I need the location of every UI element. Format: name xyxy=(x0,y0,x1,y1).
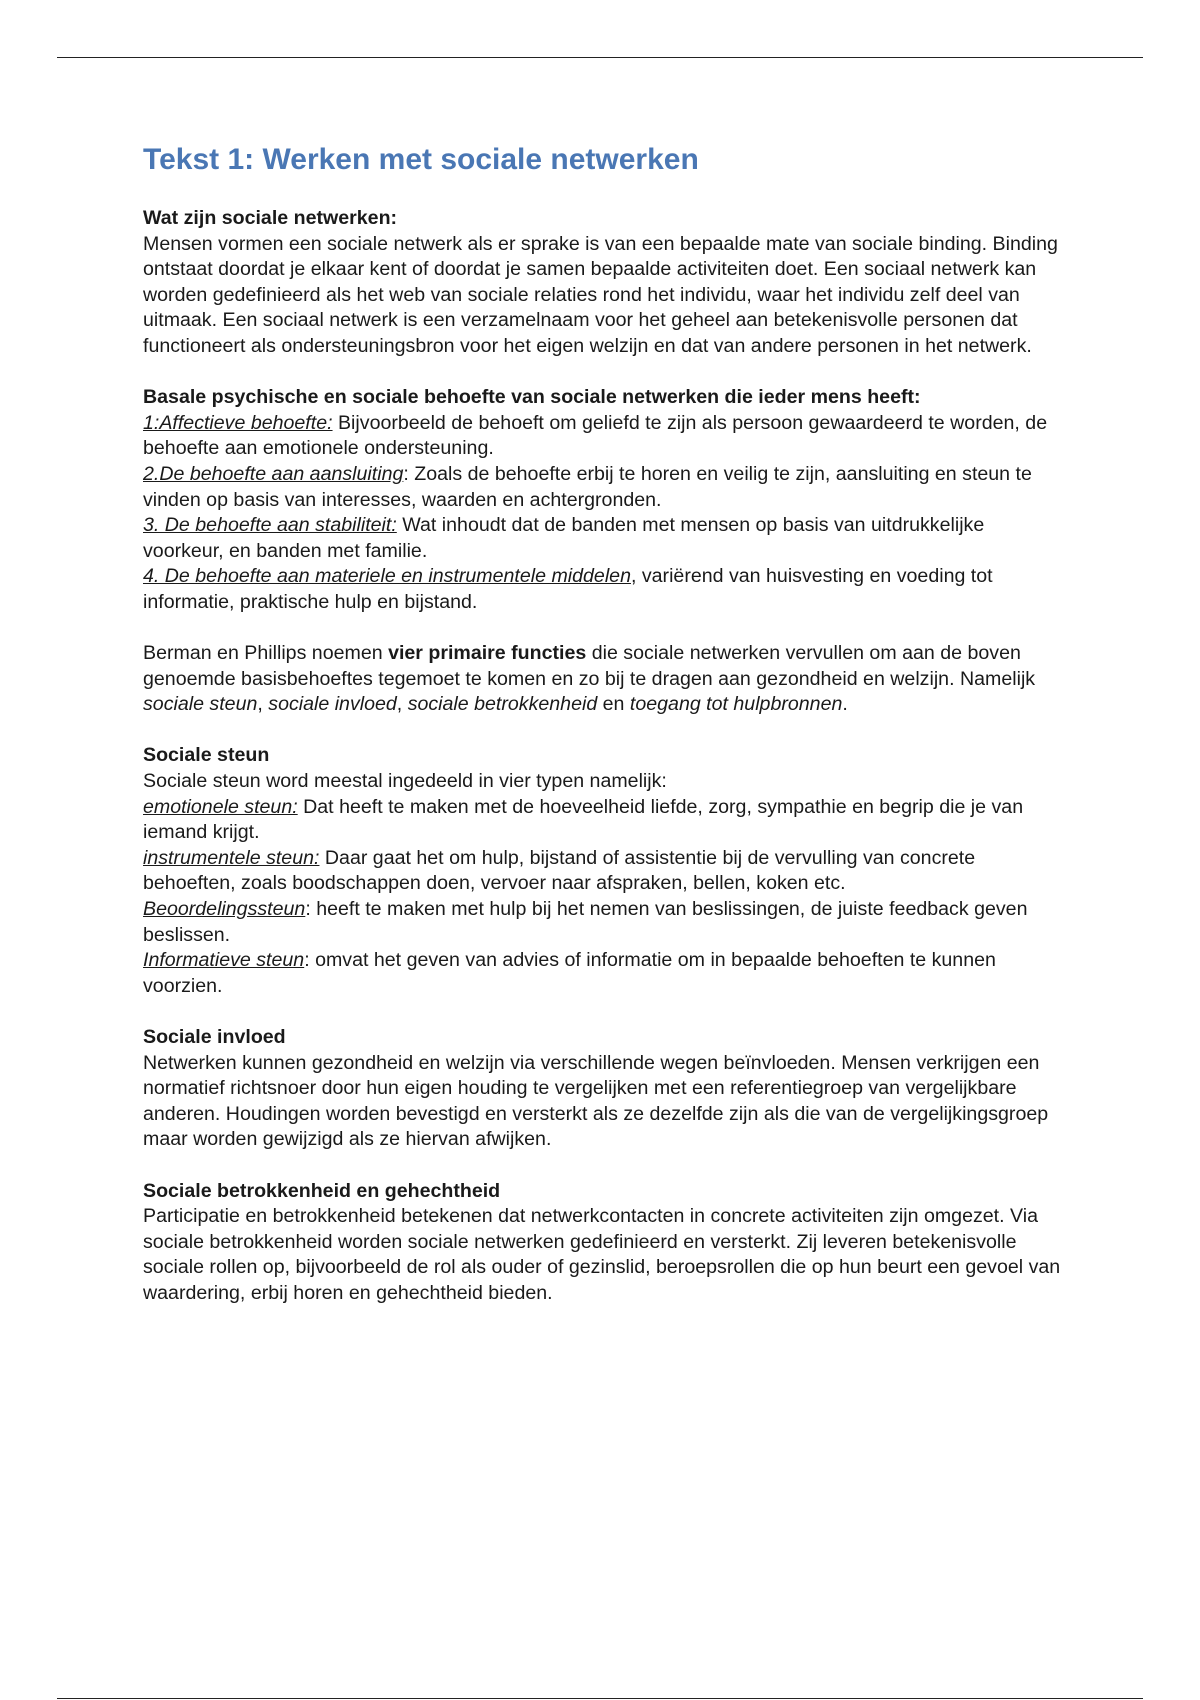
italic-run: toegang tot hulpbronnen xyxy=(629,693,843,716)
italic-run: sociale steun xyxy=(143,693,258,716)
page-title: Tekst 1: Werken met sociale netwerken xyxy=(143,143,699,176)
section-basic-needs xyxy=(143,385,1068,615)
text-run: die sociale netwerken vervullen om aan de boven genoemde basisbehoeftes tegemoet te komen en zo bij te dragen aan gezondheid en welzijn. Namelijk xyxy=(143,642,1036,690)
section-social-involvement xyxy=(143,1179,1068,1307)
text-run: , xyxy=(396,693,408,716)
item-label: emotionele steun: xyxy=(143,795,298,818)
text-run: Berman en Phillips noemen xyxy=(143,642,389,665)
item-text: , variërend van huisvesting en voeding tot informatie, praktische hulp en bijstand. xyxy=(143,565,993,613)
item-text: : omvat het geven van advies of informatie om in bepaalde behoeften te kunnen voorzien. xyxy=(143,949,996,997)
list-item xyxy=(143,462,1068,513)
list-item xyxy=(143,564,1068,615)
item-label: instrumentele steun: xyxy=(143,846,320,869)
paragraph xyxy=(143,641,1068,718)
item-label: Informatieve steun xyxy=(143,949,305,972)
list-item xyxy=(143,411,1068,462)
text-run: , xyxy=(257,693,269,716)
list-item xyxy=(143,897,1068,948)
italic-run: sociale invloed xyxy=(268,693,397,716)
document-body xyxy=(143,140,1068,1332)
section-heading: Sociale invloed xyxy=(143,1026,286,1048)
item-label: Beoordelingssteun xyxy=(143,898,306,921)
item-label: 4. De behoefte aan materiele en instrumentele middelen xyxy=(143,565,631,588)
text-run: en xyxy=(597,693,630,716)
item-text: Dat heeft te maken met de hoeveelheid liefde, zorg, sympathie en begrip die je van iemand krijgt. xyxy=(143,795,1024,844)
item-text: : Zoals de behoefte erbij te horen en veilig te zijn, aansluiting en steun te vinden op basis van interesses, waarden en achtergronden. xyxy=(143,462,1032,511)
section-social-support xyxy=(143,743,1068,999)
list-item xyxy=(143,948,1068,999)
item-text: : heeft te maken met hulp bij het nemen van beslissingen, de juiste feedback geven beslissen. xyxy=(143,898,1028,946)
section-heading: Basale psychische en sociale behoefte van sociale netwerken die ieder mens heeft: xyxy=(143,386,921,409)
item-label: 2.De behoefte aan aansluiting xyxy=(143,462,404,485)
section-heading: Sociale steun xyxy=(143,744,270,767)
section-heading: Wat zijn sociale netwerken: xyxy=(143,207,398,229)
list-item xyxy=(143,795,1068,846)
footer-rule xyxy=(57,1698,1143,1699)
item-text: Bijvoorbeeld de behoeft om geliefd te zijn als persoon gewaardeerd te worden, de behoefte aan emotionele ondersteuning. xyxy=(143,411,1048,460)
paragraph: Netwerken kunnen gezondheid en welzijn via verschillende wegen beïnvloeden. Mensen verkrijgen een normatief richtsnoer door hun eigen houding te vergelijken met een referentiegroep van vergelijkbare anderen. Houdingen worden bevestigd en versterkt als ze dezelfde zijn als die van de vergelijkingsgroep maar worden gewijzigd als ze hiervan afwijken. xyxy=(143,1051,1049,1151)
section-heading: Sociale betrokkenheid en gehechtheid xyxy=(143,1179,501,1202)
section-social-influence xyxy=(143,1025,1068,1153)
paragraph: Participatie en betrokkenheid betekenen dat netwerkcontacten in concrete activiteiten zijn omgezet. Via sociale betrokkenheid worden sociale netwerken gedefinieerd en versterkt. Zij leveren betekenisvolle sociale rollen op, bijvoorbeeld de rol als ouder of gezinslid, beroepsrollen die op hun beurt een gevoel van waardering, erbij horen en gehechtheid bieden. xyxy=(143,1205,1061,1304)
list-item xyxy=(143,513,1068,564)
item-label: 1:Affectieve behoefte: xyxy=(143,411,333,434)
paragraph: Sociale steun word meestal ingedeeld in vier typen namelijk: xyxy=(143,770,667,793)
list-item xyxy=(143,846,1068,897)
section-what-are-networks xyxy=(143,206,1068,360)
section-primary-functions xyxy=(143,641,1068,718)
text-run: . xyxy=(842,693,848,716)
bold-run: vier primaire functies xyxy=(388,642,587,665)
header-rule xyxy=(57,57,1143,58)
item-label: 3. De behoefte aan stabiliteit: xyxy=(143,514,397,537)
item-text: Wat inhoudt dat de banden met mensen op basis van uitdrukkelijke voorkeur, en banden met familie. xyxy=(143,514,985,562)
item-text: Daar gaat het om hulp, bijstand of assistentie bij de vervulling van concrete behoeften, zoals boodschappen doen, vervoer naar afspraken, bellen, koken etc. xyxy=(143,846,976,895)
italic-run: sociale betrokkenheid xyxy=(407,693,598,716)
paragraph: Mensen vormen een sociale netwerk als er sprake is van een bepaalde mate van sociale binding. Binding ontstaat doordat je elkaar kent of doordat je samen bepaalde activiteiten doet. Een sociaal netwerk kan worden gedefinieerd als het web van sociale relaties rond het individu, waar het individu zelf deel van uitmaak. Een sociaal netwerk is een verzamelnaam voor het geheel aan betekenisvolle personen dat functioneert als ondersteuningsbron voor het eigen welzijn en dat van andere personen in het netwerk. xyxy=(143,232,1058,357)
